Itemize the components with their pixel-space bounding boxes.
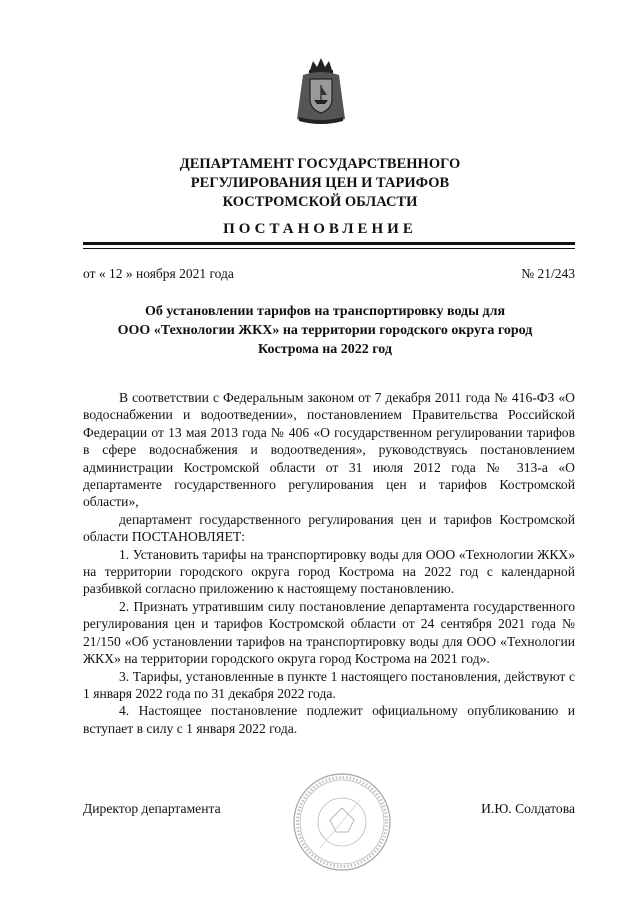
signatory-title: Директор департамента: [83, 801, 221, 816]
document-type: ПОСТАНОВЛЕНИЕ: [223, 221, 417, 237]
signatory-name: И.Ю. Солдатова: [481, 801, 575, 816]
body-paragraph-item-4: 4. Настоящее постановление подлежит официальному опубликованию и вступает в силу с 1 января 2022 года.: [83, 703, 575, 736]
body-paragraph-resolves: департамент государственного регулирования цен и тарифов Костромской области ПОСТАНОВЛЯЕТ:: [83, 511, 575, 545]
department-line-2: РЕГУЛИРОВАНИЯ ЦЕН И ТАРИФОВ: [190, 175, 450, 191]
official-stamp-icon: [290, 770, 395, 875]
department-line-3: КОСТРОМСКОЙ ОБЛАСТИ: [222, 194, 418, 210]
document-subject: [90, 302, 560, 359]
header-divider-thin: [83, 248, 575, 249]
document-number: № 21/243: [521, 266, 575, 281]
body-paragraph-item-2: 2. Признать утратившим силу постановление департамента государственного регулирования цен и тарифов Костромской области от 24 сентября 2021 года № 21/150 «Об установлении тарифов на транспортировку воды для ООО «Технологии ЖКХ» на территории городского округа город Кострома на 2021 год».: [83, 598, 575, 667]
header-divider-thick: [83, 242, 575, 245]
coat-of-arms-icon: [293, 55, 349, 127]
document-body: [83, 389, 575, 737]
subject-line-2: ООО «Технологии ЖКХ» на территории городского округа город: [117, 323, 533, 338]
subject-line-3: Кострома на 2022 год: [258, 342, 392, 357]
body-paragraph-item-3: 3. Тарифы, установленные в пункте 1 настоящего постановления, действуют с 1 января 2022 года по 31 декабря 2022 года.: [83, 668, 575, 701]
department-name: [120, 155, 520, 212]
body-paragraph-item-1: 1. Установить тарифы на транспортировку воды для ООО «Технологии ЖКХ» на территории городского округа город Кострома на 2022 год с календарной разбивкой согласно приложению к настоящему постановлению.: [83, 546, 575, 597]
subject-line-1: Об установлении тарифов на транспортировку воды для: [144, 304, 506, 319]
department-line-1: ДЕПАРТАМЕНТ ГОСУДАРСТВЕННОГО: [179, 156, 461, 172]
document-date: от « 12 » ноября 2021 года: [83, 266, 234, 281]
body-paragraph-preamble: В соответствии с Федеральным законом от 7 декабря 2011 года № 416-ФЗ «О водоснабжении и водоотведении», постановлением Правительства Российской Федерации от 13 мая 2013 года № 406 «О государственном регулировании тарифов в сфере водоснабжения и водоотведения», руководствуясь постановлением администрации Костромской области от 31 июля 2012 года № 313-а «О департаменте государственного регулирования цен и тарифов Костромской области»,: [83, 390, 575, 510]
